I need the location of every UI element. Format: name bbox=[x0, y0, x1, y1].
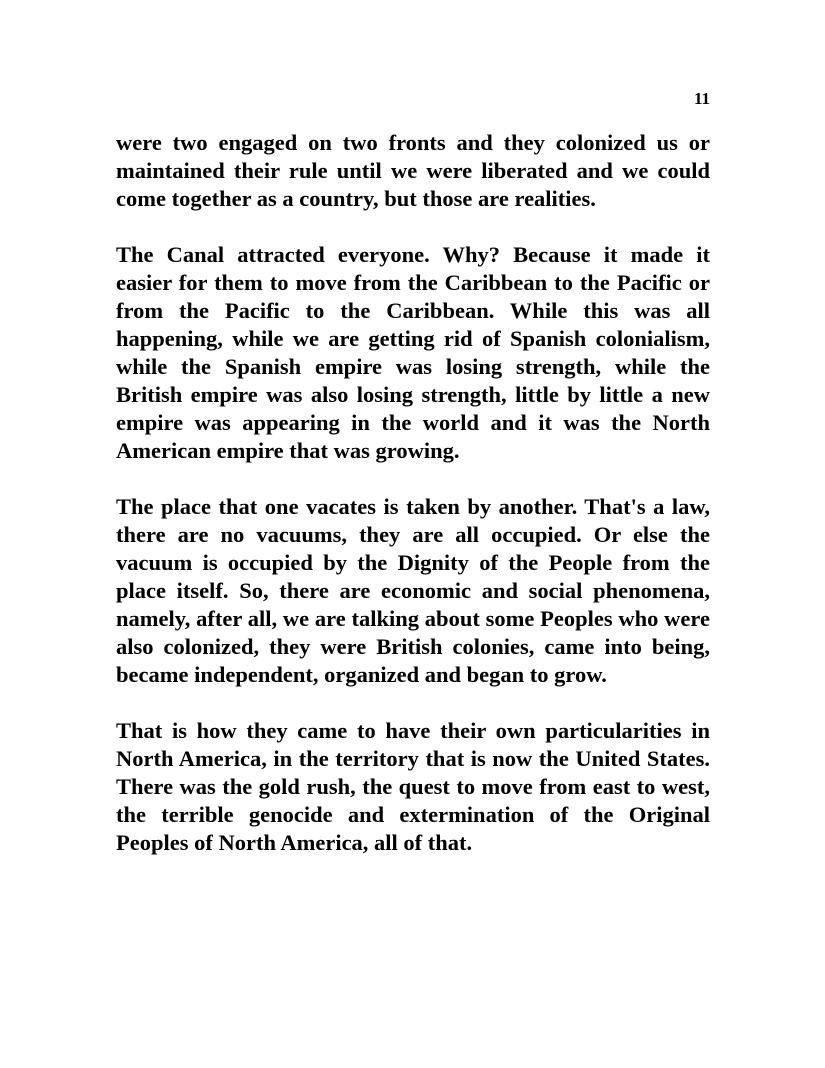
paragraph: The Canal attracted everyone. Why? Because it made it easier for them to move from the Caribbean to the Pacific or from the Pacific to the Caribbean. While this was all happening, while we are getting rid of Spanish colonialism, while the Spanish empire was losing strength, while the British empire was also losing strength, little by little a new empire was appearing in the world and it was the North American empire that was growing. bbox=[116, 242, 710, 463]
paragraph: The place that one vacates is taken by another. That's a law, there are no vacuums, they are all occupied. Or else the vacuum is occupied by the Dignity of the People from the place itself. So, there are economic and social phenomena, namely, after all, we are talking about some Peoples who were also colonized, they were British colonies, came into being, became independent, organized and began to grow. bbox=[116, 494, 710, 687]
paragraph: were two engaged on two fronts and they colonized us or maintained their rule until we were liberated and we could come together as a country, but those are realities. bbox=[116, 130, 710, 211]
page-number: 11 bbox=[693, 89, 710, 108]
paragraph: That is how they came to have their own particularities in North America, in the territory that is now the United States. There was the gold rush, the quest to move from east to west, the terrible genocide and extermination of the Original Peoples of North America, all of that. bbox=[116, 718, 710, 855]
body-text bbox=[116, 129, 710, 857]
